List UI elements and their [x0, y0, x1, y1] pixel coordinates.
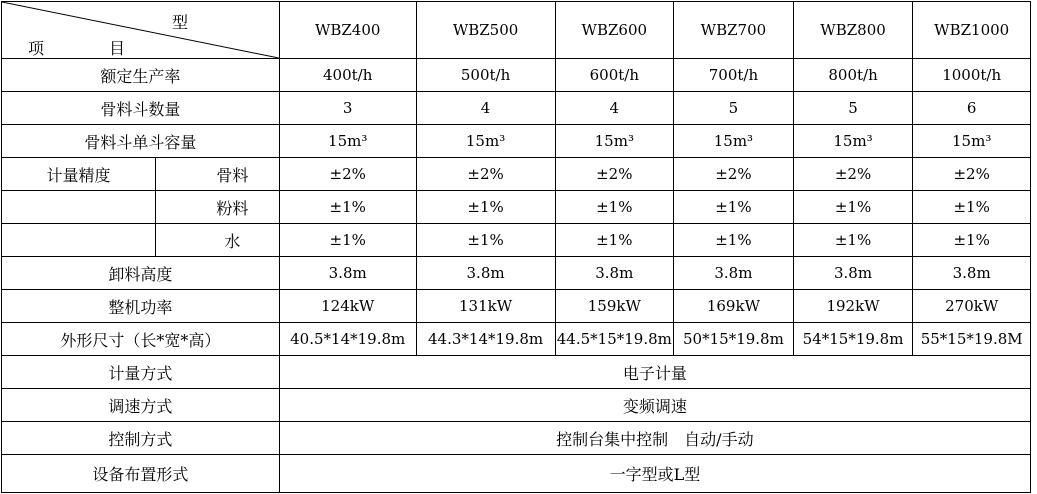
corner-item-label-2: 目 — [109, 39, 126, 58]
table-row — [2, 323, 1031, 356]
empty-cell — [2, 191, 156, 224]
table-row — [2, 422, 1031, 455]
row-label-hopper-count: 骨料斗数量 — [2, 92, 280, 125]
table-cell: 40.5*14*19.8m — [279, 323, 416, 356]
table-cell: ±1% — [416, 191, 555, 224]
row-sublabel-aggregate: 骨料 — [156, 158, 280, 191]
row-label-speed-mode: 调速方式 — [2, 389, 280, 422]
row-label-rated-capacity: 额定生产率 — [2, 59, 280, 92]
table-cell: 169kW — [674, 290, 794, 323]
table-cell: ±1% — [555, 224, 674, 257]
table-row — [2, 290, 1031, 323]
model-header: WBZ500 — [416, 2, 555, 59]
table-cell: ±1% — [913, 224, 1031, 257]
table-cell: 3.8m — [913, 257, 1031, 290]
table-cell: 124kW — [279, 290, 416, 323]
table-row — [2, 455, 1031, 493]
model-header: WBZ700 — [674, 2, 794, 59]
table-cell: 5 — [793, 92, 913, 125]
table-cell: 15m³ — [674, 125, 794, 158]
table-cell: 4 — [555, 92, 674, 125]
table-row — [2, 389, 1031, 422]
table-cell: ±1% — [674, 191, 794, 224]
row-sublabel-water: 水 — [156, 224, 280, 257]
table-cell: 400t/h — [279, 59, 416, 92]
spec-table — [1, 1, 1031, 493]
table-cell: 6 — [913, 92, 1031, 125]
table-row — [2, 125, 1031, 158]
table-cell: ±1% — [913, 191, 1031, 224]
corner-item-label-1: 项 — [28, 39, 45, 58]
table-cell: 15m³ — [279, 125, 416, 158]
table-row — [2, 257, 1031, 290]
table-cell: ±1% — [793, 224, 913, 257]
row-label-layout-form: 设备布置形式 — [2, 455, 280, 493]
row-label-discharge-height: 卸料高度 — [2, 257, 280, 290]
table-cell: 131kW — [416, 290, 555, 323]
table-cell: 55*15*19.8M — [913, 323, 1031, 356]
table-cell: 192kW — [793, 290, 913, 323]
table-cell: 3.8m — [555, 257, 674, 290]
table-cell: 15m³ — [555, 125, 674, 158]
table-row — [2, 191, 1031, 224]
table-cell: ±1% — [416, 224, 555, 257]
empty-cell — [2, 224, 156, 257]
row-label-control-mode: 控制方式 — [2, 422, 280, 455]
table-row — [2, 224, 1031, 257]
table-cell: 50*15*19.8m — [674, 323, 794, 356]
table-cell: 44.5*15*19.8m — [555, 323, 674, 356]
table-cell: 15m³ — [913, 125, 1031, 158]
table-cell: 54*15*19.8m — [793, 323, 913, 356]
header-row — [2, 2, 1031, 59]
table-cell: ±2% — [674, 158, 794, 191]
corner-header-cell — [2, 2, 280, 59]
table-cell: ±2% — [793, 158, 913, 191]
table-row — [2, 59, 1031, 92]
table-cell: 44.3*14*19.8m — [416, 323, 555, 356]
table-cell: 3 — [279, 92, 416, 125]
merged-value-cell: 一字型或L型 — [279, 455, 1030, 493]
row-label-accuracy: 计量精度 — [2, 158, 156, 191]
table-cell: ±2% — [416, 158, 555, 191]
table-cell: 15m³ — [416, 125, 555, 158]
table-cell: 500t/h — [416, 59, 555, 92]
row-label-hopper-volume: 骨料斗单斗容量 — [2, 125, 280, 158]
model-header: WBZ1000 — [913, 2, 1031, 59]
table-cell: ±2% — [279, 158, 416, 191]
table-cell: 15m³ — [793, 125, 913, 158]
table-cell: ±1% — [279, 191, 416, 224]
row-label-total-power: 整机功率 — [2, 290, 280, 323]
table-cell: 3.8m — [793, 257, 913, 290]
corner-model-label: 型 — [172, 13, 189, 32]
table-cell: 3.8m — [416, 257, 555, 290]
table-cell: 3.8m — [279, 257, 416, 290]
table-cell: 4 — [416, 92, 555, 125]
table-cell: 159kW — [555, 290, 674, 323]
table-cell: 600t/h — [555, 59, 674, 92]
row-sublabel-powder: 粉料 — [156, 191, 280, 224]
table-cell: 270kW — [913, 290, 1031, 323]
table-cell: 700t/h — [674, 59, 794, 92]
table-row — [2, 92, 1031, 125]
table-cell: ±1% — [555, 191, 674, 224]
merged-value-cell: 控制台集中控制 自动/手动 — [279, 422, 1030, 455]
table-cell: 800t/h — [793, 59, 913, 92]
table-cell: 1000t/h — [913, 59, 1031, 92]
table-cell: 5 — [674, 92, 794, 125]
merged-value-cell: 变频调速 — [279, 389, 1030, 422]
model-header: WBZ600 — [555, 2, 674, 59]
model-header: WBZ400 — [279, 2, 416, 59]
row-label-dimensions: 外形尺寸（长*宽*高） — [2, 323, 280, 356]
row-label-metering-mode: 计量方式 — [2, 356, 280, 389]
table-cell: 3.8m — [674, 257, 794, 290]
merged-value-cell: 电子计量 — [279, 356, 1030, 389]
table-cell: ±1% — [279, 224, 416, 257]
table-row — [2, 158, 1031, 191]
table-row — [2, 356, 1031, 389]
model-header: WBZ800 — [793, 2, 913, 59]
table-cell: ±1% — [793, 191, 913, 224]
table-cell: ±2% — [913, 158, 1031, 191]
table-cell: ±1% — [674, 224, 794, 257]
table-cell: ±2% — [555, 158, 674, 191]
